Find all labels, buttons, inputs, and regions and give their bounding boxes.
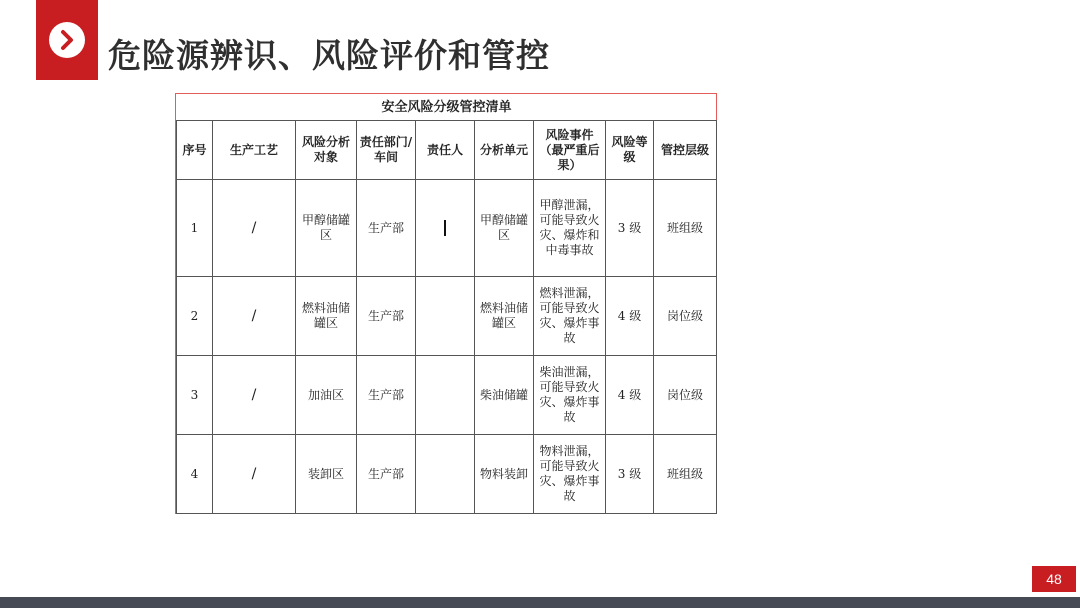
cell-level: 4 级 xyxy=(606,277,654,356)
cell-object: 燃料油储罐区 xyxy=(296,277,357,356)
table-row xyxy=(177,277,717,356)
cell-no: 2 xyxy=(177,277,213,356)
title-accent-block xyxy=(36,0,98,80)
page-number-badge: 48 xyxy=(1032,566,1076,592)
cell-event: 柴油泄漏，可能导致火灾、爆炸事故 xyxy=(534,356,606,435)
cell-level: 3 级 xyxy=(606,180,654,277)
cell-object: 装卸区 xyxy=(296,435,357,514)
col-header: 分析单元 xyxy=(475,121,534,180)
risk-control-table xyxy=(176,94,717,514)
cell-event: 物料泄漏，可能导致火灾、爆炸事故 xyxy=(534,435,606,514)
cell-event: 燃料泄漏，可能导致火灾、爆炸事故 xyxy=(534,277,606,356)
cell-no: 4 xyxy=(177,435,213,514)
cell-no: 3 xyxy=(177,356,213,435)
cell-person xyxy=(416,435,475,514)
cell-dept: 生产部 xyxy=(357,356,416,435)
cell-person xyxy=(416,356,475,435)
col-header: 生产工艺 xyxy=(213,121,296,180)
cell-no: 1 xyxy=(177,180,213,277)
text-cursor-mark xyxy=(444,220,446,236)
cell-dept: 生产部 xyxy=(357,435,416,514)
col-header: 风险分析对象 xyxy=(296,121,357,180)
table-row xyxy=(177,435,717,514)
footer-bar xyxy=(0,597,1080,608)
chevron-right-circle-icon xyxy=(49,22,85,58)
cell-process: / xyxy=(213,277,296,356)
cell-unit: 柴油储罐 xyxy=(475,356,534,435)
cell-control: 岗位级 xyxy=(654,277,717,356)
table-header-row xyxy=(177,121,717,180)
cell-process: / xyxy=(213,356,296,435)
cell-level: 4 级 xyxy=(606,356,654,435)
cell-process: / xyxy=(213,180,296,277)
col-header: 风险事件（最严重后果） xyxy=(534,121,606,180)
cell-control: 班组级 xyxy=(654,180,717,277)
cell-dept: 生产部 xyxy=(357,180,416,277)
cell-control: 岗位级 xyxy=(654,356,717,435)
col-header: 责任人 xyxy=(416,121,475,180)
table-row xyxy=(177,356,717,435)
table-row xyxy=(177,180,717,277)
col-header: 责任部门/车间 xyxy=(357,121,416,180)
cell-unit: 甲醇储罐区 xyxy=(475,180,534,277)
col-header: 风险等级 xyxy=(606,121,654,180)
cell-process: / xyxy=(213,435,296,514)
risk-table-document xyxy=(175,93,717,514)
col-header: 管控层级 xyxy=(654,121,717,180)
cell-object: 甲醇储罐区 xyxy=(296,180,357,277)
slide-title: 危险源辨识、风险评价和管控 xyxy=(108,36,550,75)
cell-unit: 燃料油储罐区 xyxy=(475,277,534,356)
cell-control: 班组级 xyxy=(654,435,717,514)
table-caption: 安全风险分级管控清单 xyxy=(177,94,717,121)
cell-unit: 物料装卸 xyxy=(475,435,534,514)
cell-level: 3 级 xyxy=(606,435,654,514)
cell-event: 甲醇泄漏，可能导致火灾、爆炸和中毒事故 xyxy=(534,180,606,277)
col-header: 序号 xyxy=(177,121,213,180)
cell-dept: 生产部 xyxy=(357,277,416,356)
cell-person xyxy=(416,180,475,277)
cell-person xyxy=(416,277,475,356)
cell-object: 加油区 xyxy=(296,356,357,435)
